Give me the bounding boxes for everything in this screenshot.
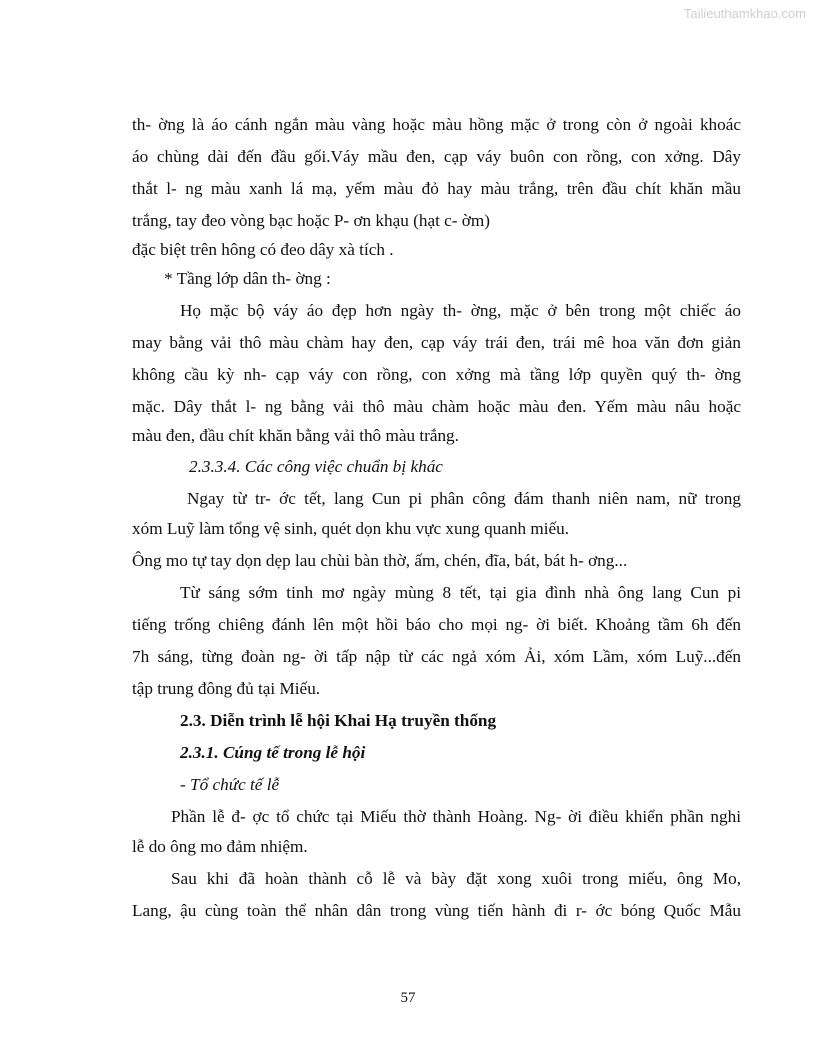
text-line: Ngay từ tr- ớc tết, lang Cun pi phân công đám thanh niên nam, nữ trong bbox=[187, 489, 741, 508]
section-heading: 2.3. Diễn trình lễ hội Khai Hạ truyền thống bbox=[180, 711, 497, 730]
text-line: màu đen, đầu chít khăn bằng vải thô màu trắng. bbox=[132, 426, 459, 445]
text-line: mặc. Dây thắt l- ng bằng vải thô màu chàm hoặc màu đen. Yếm màu nâu hoặc bbox=[132, 397, 741, 416]
text-line: Lang, ậu cùng toàn thể nhân dân trong vùng tiến hành đi r- ớc bóng Quốc Mẫu bbox=[132, 901, 741, 920]
text-line: tiếng trống chiêng đánh lên một hồi báo cho mọi ng- ời biết. Khoảng tầm 6h đến bbox=[132, 615, 741, 634]
text-line: đặc biệt trên hông có đeo dây xà tích . bbox=[132, 240, 394, 259]
text-line: áo chùng dài đến đầu gối.Váy mầu đen, cạp váy buôn con rồng, con xởng. Dây bbox=[132, 147, 741, 166]
text-line: Sau khi đã hoàn thành cỗ lễ và bày đặt xong xuôi trong miếu, ông Mo, bbox=[171, 869, 741, 888]
subsection-label: - Tổ chức tế lễ bbox=[180, 775, 280, 794]
text-line: Phần lễ đ- ợc tổ chức tại Miếu thờ thành Hoàng. Ng- ời điều khiển phần nghi bbox=[171, 807, 741, 826]
text-line: trắng, tay đeo vòng bạc hoặc P- ơn khạu (hạt c- ờm) bbox=[132, 211, 490, 230]
text-line: Từ sáng sớm tinh mơ ngày mùng 8 tết, tại gia đình nhà ông lang Cun pi bbox=[180, 583, 741, 602]
subsection-label: * Tầng lớp dân th- ờng : bbox=[164, 269, 331, 288]
text-line: không cầu kỳ nh- cạp váy con rồng, con xởng mà tầng lớp quyền quý th- ờng bbox=[132, 365, 741, 384]
text-line: thắt l- ng màu xanh lá mạ, yếm màu đỏ hay màu trắng, trên đầu chít khăn mầu bbox=[132, 179, 741, 198]
text-line: may bằng vải thô màu chàm hay đen, cạp váy trái đen, trái mê hoa văn đơn giản bbox=[132, 333, 741, 352]
text-line: tập trung đông đủ tại Miếu. bbox=[132, 679, 321, 698]
text-line: th- ờng là áo cánh ngắn màu vàng hoặc màu hồng mặc ở trong còn ở ngoài khoác bbox=[132, 115, 741, 134]
watermark: Tailieuthamkhao.com bbox=[683, 6, 806, 21]
subsection-heading: 2.3.1. Cúng tế trong lễ hội bbox=[180, 743, 366, 762]
text-line: lễ do ông mo đảm nhiệm. bbox=[132, 837, 308, 856]
text-line: Họ mặc bộ váy áo đẹp hơn ngày th- ờng, mặc ở bên trong một chiếc áo bbox=[180, 301, 741, 320]
text-line: 7h sáng, từng đoàn ng- ời tấp nập từ các ngả xóm Ải, xóm Lầm, xóm Luỹ...đến bbox=[132, 647, 741, 666]
text-line: xóm Luỹ làm tổng vệ sinh, quét dọn khu vực xung quanh miếu. bbox=[132, 519, 570, 538]
section-heading: 2.3.3.4. Các công việc chuẩn bị khác bbox=[189, 457, 443, 476]
page-number: 57 bbox=[400, 990, 416, 1006]
text-line: Ông mo tự tay dọn dẹp lau chùi bàn thờ, ấm, chén, đĩa, bát, bát h- ơng... bbox=[132, 551, 628, 570]
